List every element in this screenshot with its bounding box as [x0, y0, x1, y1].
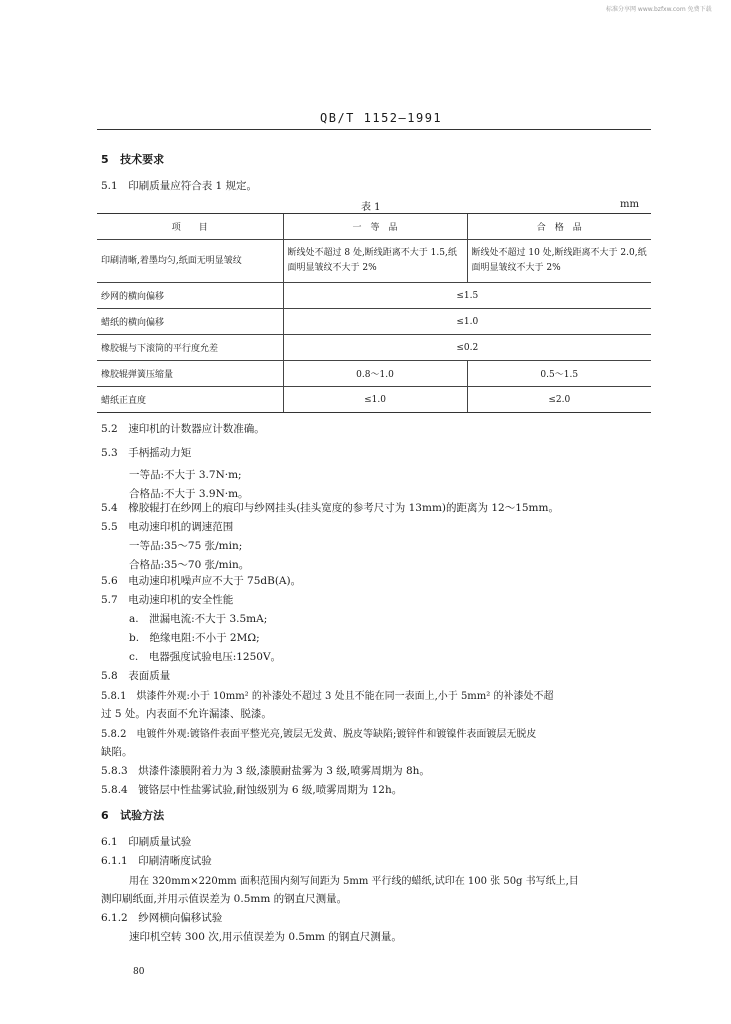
table-header-row [97, 214, 651, 240]
section-6-heading [101, 807, 164, 823]
table-row [97, 283, 651, 309]
table-row [97, 335, 651, 361]
table-row [97, 387, 651, 413]
clause-5-7: 5.7 电动速印机的安全性能 [101, 594, 234, 606]
clause-5-7-a: a. 泄漏电流:不大于 3.5mA; [129, 613, 268, 625]
standard-number: QB/T 1152—1991 [320, 111, 443, 125]
clause-5-8-1-cont: 过 5 处。内表面不允许漏漆、脱漆。 [101, 708, 272, 720]
row-item: 橡胶辊与下滚筒的平行度允差 [97, 335, 283, 361]
clause-6-1-1-body-cont: 测印刷纸面,并用示值误差为 0.5mm 的钢直尺测量。 [101, 893, 348, 905]
clause-5-5-first: 一等品:35～75 张/min; [129, 540, 243, 552]
row-merged-value: ≤1.0 [283, 309, 651, 335]
clause-6-1-2-body: 速印机空转 300 次,用示值误差为 0.5mm 的钢直尺测量。 [129, 931, 402, 943]
row-item: 蜡纸正直度 [97, 387, 283, 413]
section-6-number: 6 [101, 809, 109, 822]
table-unit: mm [620, 199, 639, 210]
clause-5-7-b: b. 绝缘电阻:不小于 2MΩ; [129, 632, 260, 644]
clause-5-5: 5.5 电动速印机的调速范围 [101, 521, 234, 533]
clause-5-3-qualified: 合格品:不大于 3.9N·m。 [129, 488, 249, 500]
row-first-grade: 0.8～1.0 [283, 361, 467, 387]
clause-5-8-2: 5.8.2 电镀件外观:镀铬件表面平整光亮,镀层无发黄、脱皮等缺陷;镀锌件和镀镍件表面镀层无脱皮 [101, 729, 537, 740]
header-rule [97, 129, 651, 130]
header-item: 项 目 [97, 214, 283, 240]
clause-5-3: 5.3 手柄摇动力矩 [101, 447, 192, 459]
table-row [97, 309, 651, 335]
clause-5-3-first: 一等品:不大于 3.7N·m; [129, 469, 242, 481]
header-qualified: 合 格 品 [467, 214, 651, 240]
clause-5-8-2-cont: 缺陷。 [101, 746, 133, 758]
clause-5-7-c: c. 电器强度试验电压:1250V。 [129, 651, 282, 663]
row-first-grade: 断线处不超过 8 处,断线距离不大于 1.5,纸面明显皱纹不大于 2% [283, 240, 467, 283]
clause-5-8: 5.8 表面质量 [101, 670, 171, 682]
clause-5-2: 5.2 速印机的计数器应计数准确。 [101, 423, 265, 435]
clause-6-1-2: 6.1.2 纱网横向偏移试验 [101, 912, 223, 924]
clause-6-1: 6.1 印刷质量试验 [101, 836, 192, 848]
section-5-heading [101, 151, 164, 167]
table-row [97, 240, 651, 283]
header-first-grade: 一 等 品 [283, 214, 467, 240]
clause-5-1: 5.1 印刷质量应符合表 1 规定。 [101, 180, 258, 192]
watermark: 标准分享网 www.bzfxw.com 免费下载 [606, 6, 712, 13]
row-item: 纱网的横向偏移 [97, 283, 283, 309]
row-item: 印刷清晰,着墨均匀,纸面无明显皱纹 [97, 240, 283, 283]
section-5-number: 5 [101, 153, 109, 166]
row-item: 橡胶辊弹簧压缩量 [97, 361, 283, 387]
clause-5-5-qualified: 合格品:35～70 张/min。 [129, 559, 250, 571]
clause-6-1-1: 6.1.1 印刷清晰度试验 [101, 855, 212, 867]
table-row [97, 361, 651, 387]
section-6-title: 试验方法 [120, 809, 165, 822]
row-merged-value: ≤0.2 [283, 335, 651, 361]
clause-5-8-4: 5.8.4 镀铬层中性盐雾试验,耐蚀级别为 6 级,喷雾周期为 12h。 [101, 784, 403, 796]
row-qualified: 0.5～1.5 [467, 361, 651, 387]
clause-5-6: 5.6 电动速印机噪声应不大于 75dB(A)。 [101, 575, 302, 587]
row-qualified: ≤2.0 [467, 387, 651, 413]
row-qualified: 断线处不超过 10 处,断线距离不大于 2.0,纸面明显皱纹不大于 2% [467, 240, 651, 283]
clause-5-4: 5.4 橡胶辊打在纱网上的痕印与纱网挂头(挂头宽度的参考尺寸为 13mm)的距离为 12～15mm。 [101, 502, 559, 514]
clause-5-8-1: 5.8.1 烘漆件外观:小于 10mm² 的补漆处不超过 3 处且不能在同一表面上,小于 5mm² 的补漆处不超 [101, 691, 554, 702]
clause-6-1-1-body: 用在 320mm×220mm 面积范围内刻写间距为 5mm 平行线的蜡纸,试印在 100 张 50g 书写纸上,目 [129, 876, 579, 887]
quality-table [97, 213, 651, 413]
row-merged-value: ≤1.5 [283, 283, 651, 309]
page-number: 80 [133, 967, 145, 977]
clause-5-8-3: 5.8.3 烘漆件漆膜附着力为 3 级,漆膜耐盐雾为 3 级,喷雾周期为 8h。 [101, 765, 430, 777]
table-caption: 表 1 [361, 202, 381, 213]
row-item: 蜡纸的横向偏移 [97, 309, 283, 335]
section-5-title: 技术要求 [120, 153, 165, 166]
row-first-grade: ≤1.0 [283, 387, 467, 413]
